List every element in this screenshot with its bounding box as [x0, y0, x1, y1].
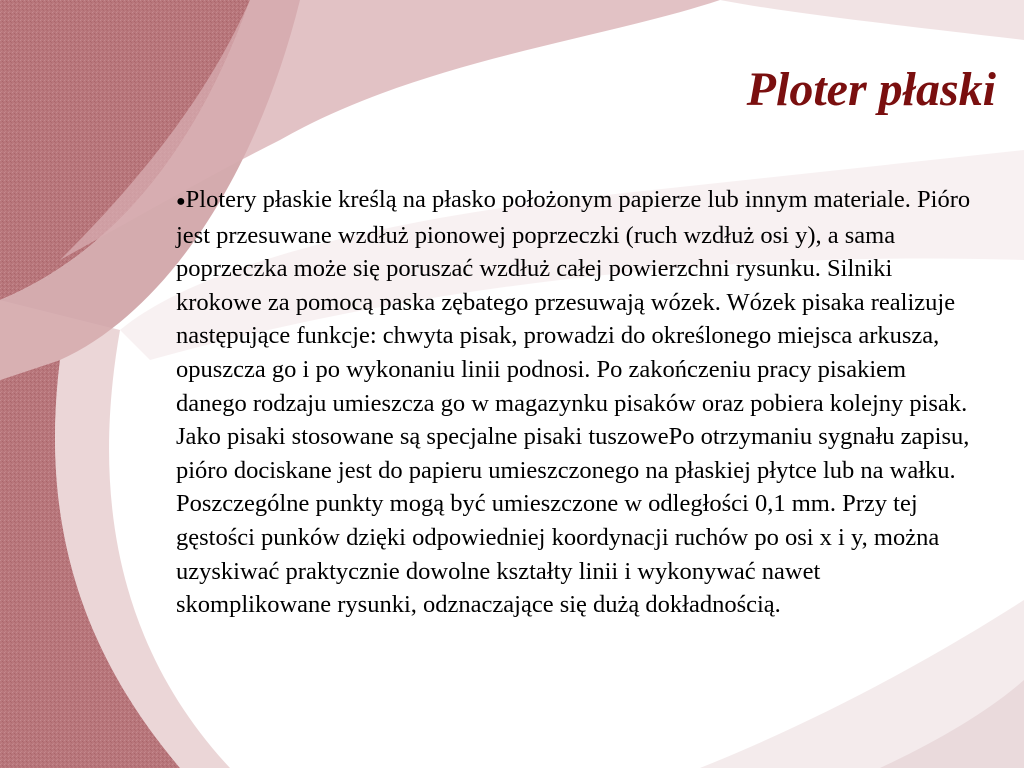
body-text-content: Plotery płaskie kreślą na płasko położonym papierze lub innym materiale. Pióro jest przesuwane wzdłuż pionowej poprzeczki (ruch wzdłuż osi y), a sama poprzeczka może się poruszać wzdłuż całej powierzchni rysunku. Silniki krokowe za pomocą paska zębatego przesuwają wózek. Wózek pisaka realizuje następujące funkcje: chwyta pisak, prowadzi do określonego miejsca arkusza, opuszcza go i po wykonaniu linii podnosi. Po zakończeniu pracy pisakiem danego rodzaju umieszcza go w magazynku pisaków oraz pobiera kolejny pisak. Jako pisaki stosowane są specjalne pisaki tuszowePo otrzymaniu sygnału zapisu, pióro dociskane jest do papieru umieszczonego na płaskiej płytce lub na wałku. Poszczególne punkty mogą być umieszczone w odległości 0,1 mm. Przy tej gęstości punków dzięki odpowiedniej koordynacji ruchów po osi x i y, można uzyskiwać praktycznie dowolne kształty linii i wykonywać nawet skomplikowane rysunki, odznaczające się dużą dokładnością.	[176, 186, 971, 619]
bullet-marker: ●	[176, 193, 186, 210]
decor-top-right-band	[720, 0, 1024, 40]
slide-title: Ploter płaski	[746, 63, 996, 116]
slide-body-paragraph	[176, 183, 976, 622]
